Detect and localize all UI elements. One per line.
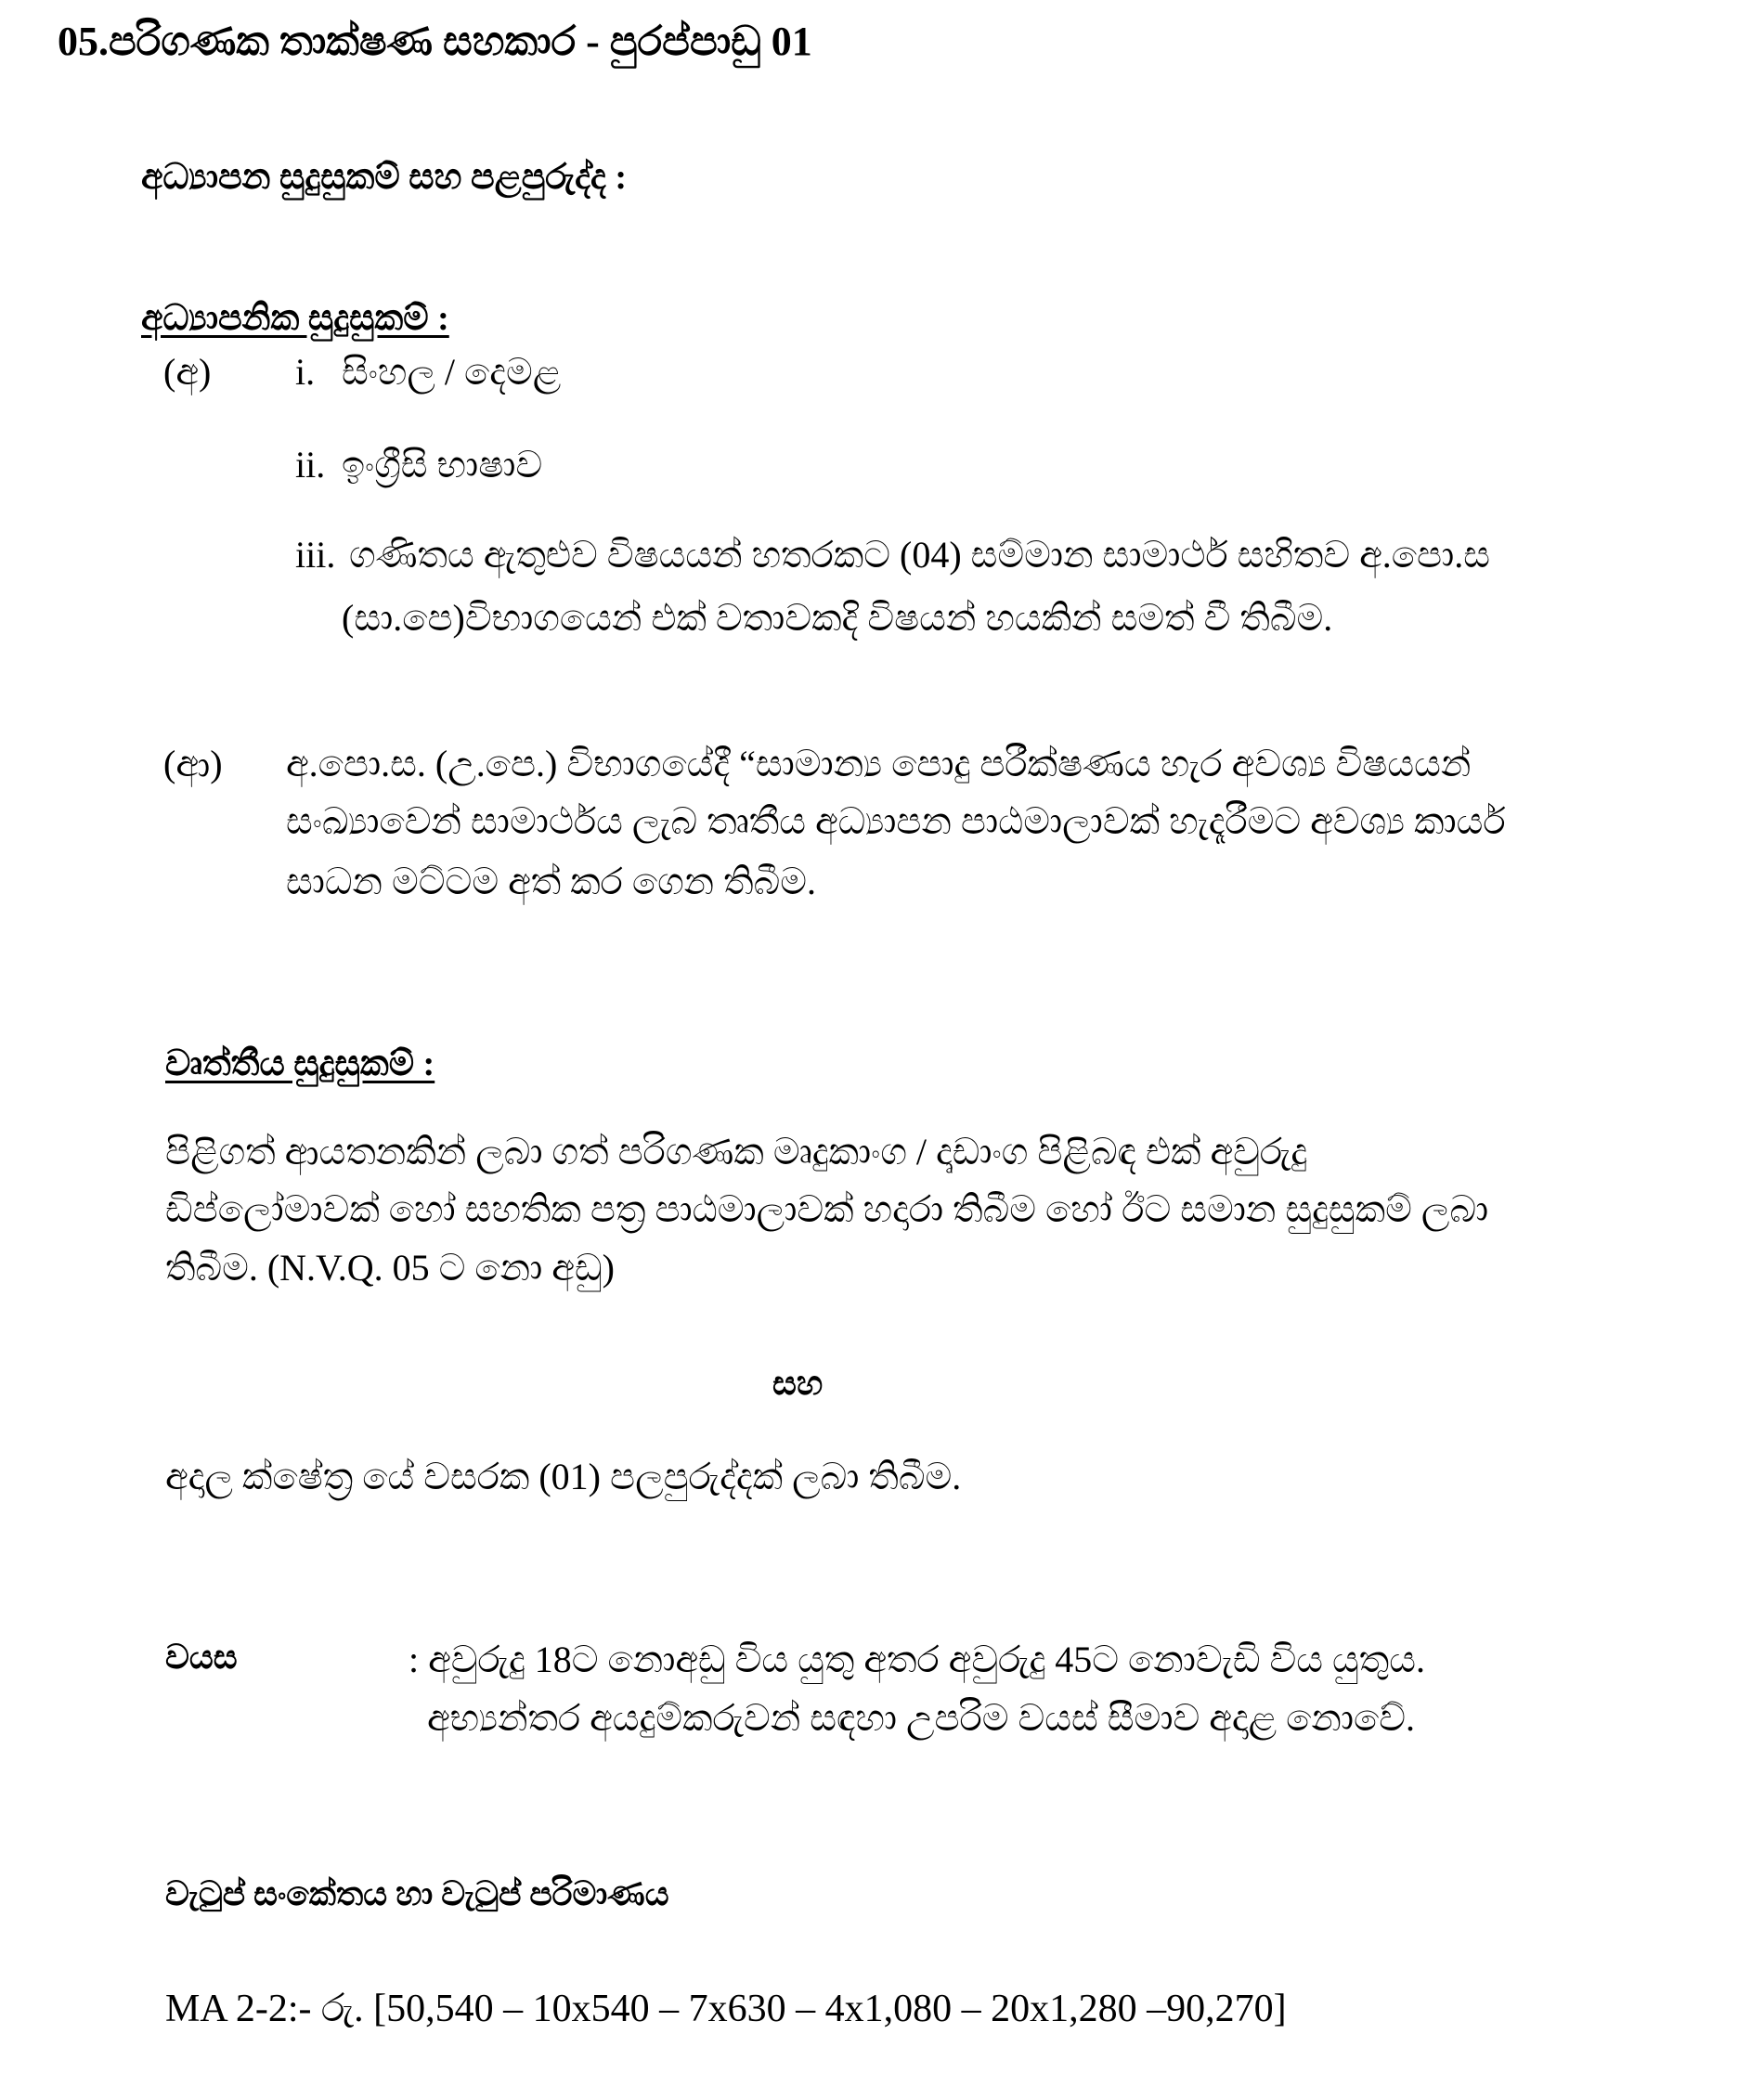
professional-line-2: ඩිප්ලෝමාවක් හෝ සහතික පත්‍ර පාඨමාලාවක් හදාරා තිබීම හෝ ඊට සමාන සුදුසුකම් ලබා [165, 1188, 1489, 1230]
item-b-label: (ආ) [163, 743, 223, 784]
item-a-iii-continuation: (සා.පෙ)විභාගයෙන් එක් වතාවකදි විෂයන් හයකින් සමත් වී තිබීම. [342, 597, 1333, 639]
item-b-line-1: අ.පො.ස. (උ.පෙ.) විභාගයේදී “සාමාන්‍ය පොදු පරීක්ෂණය හැර අවශ්‍ය විෂයයන් [286, 743, 1472, 784]
and-separator: සහ [772, 1365, 824, 1402]
age-line-1: : අවුරුදු 18ට නොඅඩු විය යුතු අතර අවුරුදු 45ට නොවැඩි විය යුතුය. [409, 1639, 1425, 1680]
item-a-label: (අ) [163, 351, 212, 393]
professional-qualifications-heading: වෘත්තීය සුදුසුකම් : [165, 1044, 435, 1083]
salary-code: MA 2-2:- රු. [50,540 – 10x540 – 7x630 – 4x1,080 – 20x1,280 –90,270] [165, 1988, 1287, 2030]
item-b-line-2: සංඛ්‍යාවෙන් සාමාර්ථය ලැබ තෘතීය අධ්‍යාපන පාඨමාලාවක් හැදෑරීමට අවශ්‍ය කාර්ය [286, 800, 1506, 842]
qualifications-heading: අධ්‍යාපන සුදුසුකම් සහ පළපුරුද්ද : [141, 158, 628, 197]
educational-qualifications-heading: අධ්‍යාපනික සුදුසුකම් : [141, 299, 449, 338]
professional-line-3: තිබීම. (N.V.Q. 05 ට නො අඩු) [165, 1247, 615, 1289]
age-label: වයස [165, 1639, 238, 1676]
item-b-line-3: සාධන මට්ටම අත් කර ගෙන තිබීම. [286, 861, 816, 902]
item-a-ii-number: ii. [295, 444, 326, 486]
experience-line: අදාල ක්ෂේත්‍ර යේ වසරක (01) පලපුරුද්දක් ලබා තිබීම. [165, 1456, 962, 1497]
item-a-i-number: i. [295, 351, 316, 393]
item-a-iii-number: iii. [295, 534, 336, 576]
salary-heading: වැටුප් සංකේතය හා වැටුප් පරිමාණය [165, 1875, 669, 1912]
item-a-iii-text: ගණිතය ඇතුළුව විෂයයන් හතරකට (04) සම්මාන සාමාර්ථ සහිතව අ.පො.ස [349, 534, 1490, 576]
age-line-2: අභ්‍යන්තර අයදුම්කරුවන් සඳහා උපරිම වයස් සීමාව අදාළ නොවේ. [427, 1697, 1416, 1739]
professional-line-1: පිළිගත් ආයතනකින් ලබා ගත් පරිගණක මෘදුකාංග / දෘඩාංග පිළිබඳ එක් අවුරුදු [165, 1131, 1308, 1173]
item-a-i-text: සිංහල / දෙමළ [342, 351, 562, 393]
item-a-ii-text: ඉංග්‍රීසි භාෂාව [342, 444, 543, 486]
document-title: 05.පරිගණක තාක්ෂණ සහකාර - පුරප්පාඩු 01 [58, 19, 812, 64]
